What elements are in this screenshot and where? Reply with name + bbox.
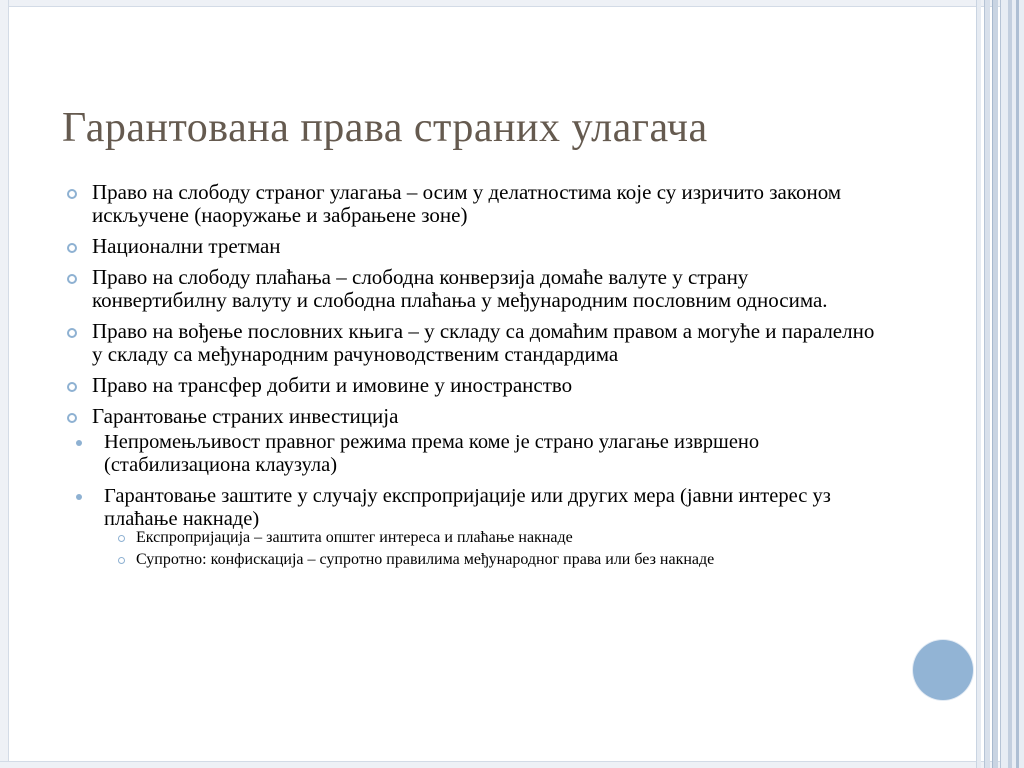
decorative-stripe: [992, 0, 998, 768]
hollow-bullet-icon: [67, 243, 77, 253]
hollow-bullet-icon: [67, 328, 77, 338]
sub-sub-bullet-item: [64, 551, 884, 569]
hollow-bullet-icon: [67, 413, 77, 423]
bullet-item: [64, 181, 884, 227]
hollow-bullet-icon: [118, 535, 125, 542]
slide-frame-top: [0, 0, 1024, 7]
filled-bullet-icon: [76, 440, 82, 446]
bullet-text: Гарантовање страних инвестиција: [92, 404, 399, 428]
decorative-stripe: [1008, 0, 1012, 768]
bullet-text: Право на слободу страног улагања – осим у делатностима које су изричито законом искључене (наоружање и забрањене зоне): [92, 180, 842, 227]
sub-bullet-list: [92, 431, 884, 569]
bullet-text: Право на трансфер добити и имовине у иностранство: [92, 373, 573, 397]
bullet-text: Право на слободу плаћања – слободна конверзија домаће валуте у страну конвертибилну валуту и слободна плаћања у међународним пословним односима.: [92, 265, 828, 312]
sub-bullet-item: [64, 485, 884, 569]
sub-bullet-item: [64, 431, 884, 477]
slide-title: Гарантована права страних улагача: [62, 105, 708, 151]
decorative-stripe: [976, 0, 981, 768]
bullet-text: Право на вођење пословних књига – у складу са домаћим правом а могуће и паралелно у складу са међународним рачуноводственим стандардима: [92, 319, 875, 366]
sub-sub-bullet-item: [64, 529, 884, 547]
bullet-item: [64, 320, 884, 366]
hollow-bullet-icon: [67, 189, 77, 199]
hollow-bullet-icon: [118, 557, 125, 564]
sub-sub-bullet-text: Супротно: конфискација – супротно правилима међународног права или без накнаде: [136, 551, 715, 568]
slide-frame-bottom: [0, 761, 1024, 768]
bullet-item: [64, 405, 884, 569]
slide-body: [64, 181, 884, 577]
decorative-circle: [913, 640, 973, 700]
decorative-stripe: [1000, 0, 1024, 768]
bullet-item: [64, 235, 884, 258]
hollow-bullet-icon: [67, 382, 77, 392]
sub-bullet-text: Гарантовање заштите у случају експропријације или других мера (јавни интерес уз плаћање накнаде): [104, 485, 831, 530]
bullet-list: [64, 181, 884, 569]
filled-bullet-icon: [76, 494, 82, 500]
hollow-bullet-icon: [67, 274, 77, 284]
decorative-stripe: [984, 0, 990, 768]
decorative-stripe: [1016, 0, 1019, 768]
sub-sub-bullet-text: Експропријација – заштита општег интереса и плаћање накнаде: [136, 529, 573, 546]
sub-sub-bullet-list: [104, 529, 884, 569]
bullet-text: Национални третман: [92, 234, 281, 258]
slide-frame-left: [0, 0, 9, 768]
sub-bullet-text: Непромењљивост правног режима према коме је страно улагање извршено (стабилизациона клаузула): [104, 431, 760, 476]
bullet-item: [64, 266, 884, 312]
bullet-item: [64, 374, 884, 397]
